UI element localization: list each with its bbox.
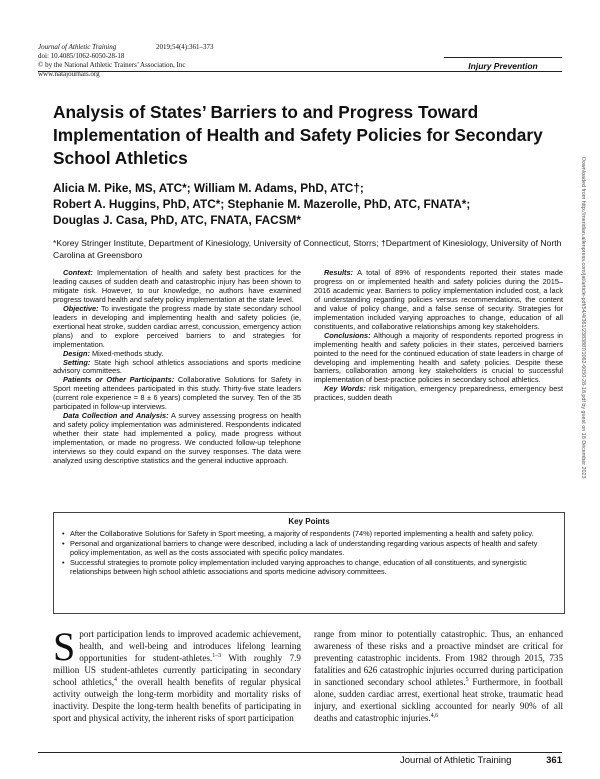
- journal-name: Journal of Athletic Training: [38, 43, 117, 51]
- list-item: • Successful strategies to promote policy implementation included varying approaches to change, education of all constituents, and synergistic relationships between high school athletic associations and sports medicine advisory committees.: [62, 558, 527, 577]
- article-meta: [38, 43, 214, 79]
- author-list: [53, 181, 563, 228]
- bullet-icon: •: [62, 529, 65, 538]
- copyright: © by the National Athletic Trainers’ Association, Inc: [38, 61, 186, 69]
- abstract-keywords: Key Words: risk mitigation, emergency preparedness, emergency best practices, sudden death: [314, 384, 564, 403]
- list-item: • After the Collaborative Solutions for Safety in Sport meeting, a majority of respondents (74%) reported implementing a health and safety policy.: [62, 529, 534, 538]
- body-right-column: range from minor to potentially catastrophic. Thus, an enhanced awareness of these risks and a proactive mindset are critical for preventing catastrophic incidents. From 1982 through 2015, 735 fatalities and 626 catastrophic injuries occurred during participation in sanctioned secondary school athletes.$^5$ Furthermore, in football alone, sudden cardiac arrest, exertional heat stroke, traumatic head injury, and exertional sickling accounted for nearly 90% of all deaths and catastrophic injuries.$^{4,6}$: [314, 629, 563, 723]
- abstract-data-collection: Data Collection and Analysis: A survey assessing progress on health and safety policy implementation was administered. Respondents indicated whether their state had implemented a policy, made progress without implementation, or made no progress. We conducted follow-up telephone interviews so they could expand on the survey responses. The data were analyzed using descriptive statistics and the general inductive approach.: [53, 411, 301, 466]
- drop-cap: S: [53, 624, 76, 669]
- affiliations: *Korey Stringer Institute, Department of Kinesiology, University of Connecticut, Storrs; †Department of Kinesiology, University of North Carolina at Greensboro: [53, 238, 562, 260]
- abstract-participants: Patients or Other Participants: Collaborative Solutions for Safety in Sport meeting attendees participated in this study. Thirty-five state leaders (current role experience = 8 ± 6 years) completed the survey. Ten of the 35 participated in follow-up interviews.: [53, 375, 301, 412]
- website-link[interactable]: www.natajournals.org: [38, 70, 100, 78]
- abstract-conclusions: Conclusions: Although a majority of respondents reported progress in implementing health and safety policies in their states, perceived barriers pointed to the need for the continued education of state leaders in charge of developing and implementing health and safety policies. Despite these barriers, collaboration among key stakeholders is crucial to successful implementation of best-practice policies in secondary school athletics.: [314, 330, 564, 385]
- author-line: Alicia M. Pike, MS, ATC*; William M. Adams, PhD, ATC†;: [53, 181, 364, 195]
- abstract-context: Context: Implementation of health and safety best practices for the leading causes of sudden death and catastrophic injury has been shown to mitigate risk. However, to our knowledge, no authors have examined progress toward health and safety policy implementation at the state level.: [53, 268, 302, 304]
- author-line: Robert A. Huggins, PhD, ATC*; Stephanie M. Mazerolle, PhD, ATC, FNATA*;: [53, 196, 471, 211]
- bullet-icon: •: [62, 558, 65, 568]
- download-sidebar: [577, 157, 589, 617]
- citation: 2019;54(4):361–373: [156, 43, 214, 51]
- abstract-left-column: [53, 269, 301, 466]
- abstract-objective: Objective: To investigate the progress made by state secondary school leaders in developing and implementing health and safety policies (ie, exertional heat stroke, sudden cardiac arrest, concussion, emergency action plans) and to explore perceived barriers to and strategies for implementation.: [53, 303, 301, 349]
- key-points-box: [53, 512, 565, 614]
- section-label: Injury Prevention: [444, 57, 562, 71]
- abstract-results: Results: A total of 89% of respondents reported their states made progress on or implemented health and safety policies during the 2015–2016 academic year. Barriers to policy implementation included cost, a lack of understanding regarding policies versus recommendations, the content and value of policy change, and a false sense of security. Strategies for implementation included varying approaches to change, education of all constituents, and collaborative relationships among key stakeholders.: [314, 268, 563, 331]
- footer-journal: Journal of Athletic Training: [400, 755, 512, 766]
- reference-link[interactable]: 5: [465, 676, 469, 683]
- key-points-title: Key Points: [288, 517, 330, 526]
- author-line: Douglas J. Casa, PhD, ATC, FNATA, FACSM*: [53, 212, 301, 227]
- download-note[interactable]: Downloaded from http://meridian.allenpress.com/jat/article-pdf/54/4/361/2383887/1062-6050-28-18.pdf by guest on 18 December 2023: [580, 157, 586, 479]
- list-item: • Personal and organizational barriers to change were described, including a lack of understanding regarding various aspects of health and safety policy implementation, as well as the costs associated with specific policy mandates.: [62, 539, 538, 558]
- abstract-setting: Setting: State high school athletics associations and sports medicine advisory committees.: [53, 357, 301, 376]
- reference-link[interactable]: 4: [114, 676, 118, 683]
- body-left-column: Sport participation lends to improved academic achievement, health, and well-being and introduces lifelong learning opportunities for student-athletes.$^{1-3}$ With roughly 7.9 million US student-athletes currently participating in secondary school athletics,$^4$ the overall health benefits of regular physical activity outweigh the long-term morbidity and mortality risks of inactivity. Despite the long-term health benefits of participating in sport and physical activity, the inherent risks of sport participation: [53, 624, 301, 723]
- key-points-list: [62, 529, 556, 576]
- article-title: Analysis of States’ Barriers to and Progress Toward Implementation of Health and Safety Policies for Secondary School Athletics: [53, 102, 543, 168]
- reference-link[interactable]: 4,6: [430, 712, 439, 719]
- reference-link[interactable]: 1–3: [212, 652, 222, 659]
- doi[interactable]: doi: 10.4085/1062-6050-28-18: [38, 52, 125, 60]
- bullet-icon: •: [62, 539, 65, 549]
- page-number: 361: [546, 755, 562, 766]
- abstract-design: Design: Mixed-methods study.: [63, 348, 164, 358]
- abstract-right-column: [314, 269, 563, 403]
- header-divider: [38, 71, 562, 72]
- footer-divider: [38, 752, 562, 753]
- page-footer: [400, 755, 562, 766]
